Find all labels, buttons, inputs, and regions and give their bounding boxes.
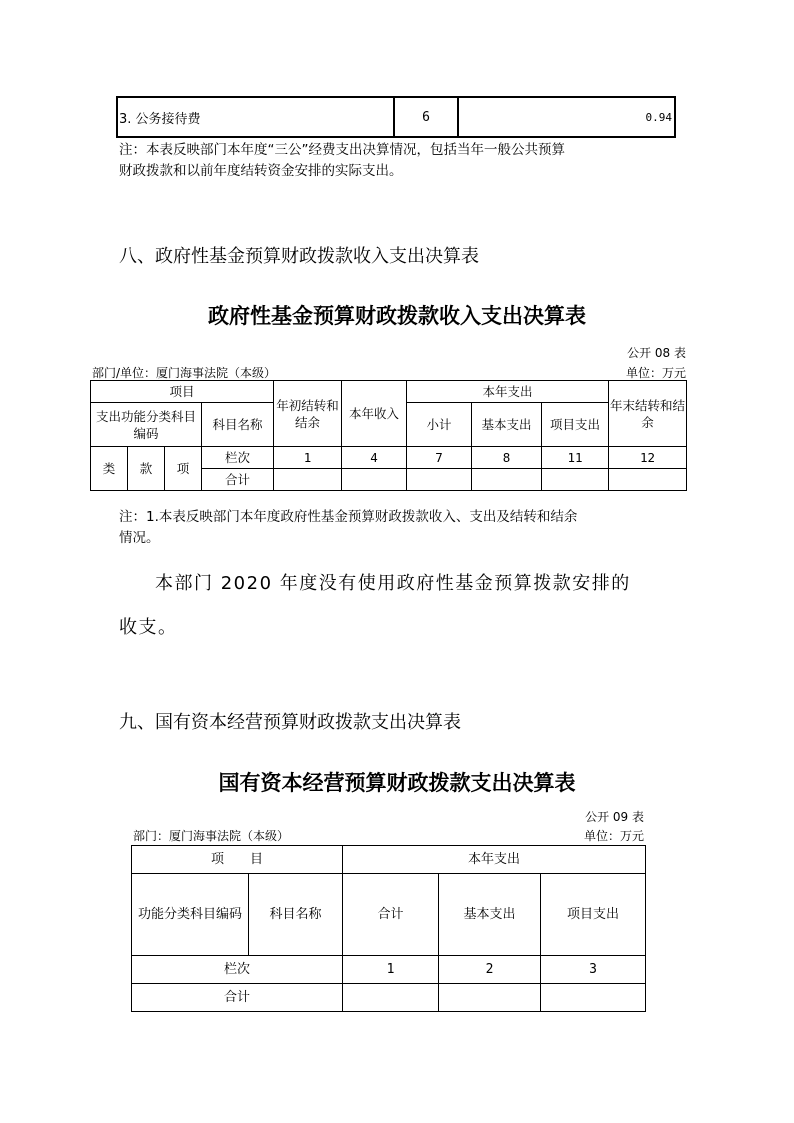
- table-number: 公开 08 表: [627, 346, 686, 360]
- header-cell: 项目: [91, 381, 274, 403]
- empty-cell: [609, 469, 687, 491]
- note-section8: [119, 507, 699, 549]
- empty-cell: [274, 469, 342, 491]
- statement-paragraph: [119, 562, 719, 650]
- row-label: 栏次: [132, 956, 343, 984]
- column-number: 4: [342, 447, 407, 469]
- table-number: 公开 09 表: [585, 810, 644, 824]
- column-number: 1: [343, 956, 439, 984]
- note-line: 情况。: [119, 530, 160, 546]
- header-cell: 项 目: [132, 846, 343, 874]
- value-cell: 6: [394, 97, 458, 137]
- table-title: 政府性基金预算财政拨款收入支出决算表: [208, 304, 586, 328]
- header-cell: 项目支出: [541, 874, 646, 956]
- column-number: 3: [541, 956, 646, 984]
- header-cell: 本年支出: [343, 846, 646, 874]
- header-cell: 科目名称: [202, 403, 274, 447]
- header-cell: 合计: [343, 874, 439, 956]
- header-cell: 年初结转和结余: [274, 381, 342, 447]
- header-cell: 基本支出: [472, 403, 542, 447]
- note-line: 注：1.本表反映部门本年度政府性基金预算财政拨款收入、支出及结转和结余: [119, 509, 578, 525]
- note-line: 注：本表反映部门本年度“三公”经费支出决算情况，包括当年一般公共预算: [119, 142, 565, 158]
- header-cell: 项: [165, 447, 202, 491]
- header-cell: 小计: [407, 403, 472, 447]
- header-cell: 基本支出: [439, 874, 541, 956]
- header-cell: 功能分类科目编码: [132, 874, 249, 956]
- statement-line: 收支。: [119, 617, 178, 638]
- section-heading: 八、政府性基金预算财政拨款收入支出决算表: [119, 246, 479, 267]
- column-number: 1: [274, 447, 342, 469]
- header-cell: 科目名称: [249, 874, 343, 956]
- empty-cell: [542, 469, 609, 491]
- column-number: 2: [439, 956, 541, 984]
- column-number: 7: [407, 447, 472, 469]
- unit-label: 单位：万元: [625, 366, 686, 380]
- empty-cell: [541, 984, 646, 1012]
- value-cell: 0.94: [458, 97, 675, 137]
- empty-cell: [407, 469, 472, 491]
- government-fund-table: [90, 380, 687, 491]
- statement-line: 本部门 2020 年度没有使用政府性基金预算拨款安排的: [155, 573, 631, 594]
- item-cell: 3. 公务接待费: [117, 97, 394, 137]
- header-cell: 款: [128, 447, 165, 491]
- table-row: [91, 381, 687, 403]
- table-title: 国有资本经营预算财政拨款支出决算表: [218, 771, 576, 795]
- column-number: 12: [609, 447, 687, 469]
- state-capital-table: [131, 845, 646, 1012]
- table-row: [132, 984, 646, 1012]
- header-cell: 类: [91, 447, 128, 491]
- table-row: [117, 97, 675, 137]
- column-number: 8: [472, 447, 542, 469]
- row-label: 合计: [132, 984, 343, 1012]
- table-row: [132, 874, 646, 956]
- note-top: [119, 140, 699, 182]
- row-label: 合计: [202, 469, 274, 491]
- department-label: 部门：厦门海事法院（本级）: [133, 829, 290, 843]
- empty-cell: [472, 469, 542, 491]
- empty-cell: [343, 984, 439, 1012]
- section-heading: 九、国有资本经营预算财政拨款支出决算表: [119, 712, 461, 733]
- column-number: 11: [542, 447, 609, 469]
- table-row: [91, 447, 687, 469]
- department-label: 部门/单位：厦门海事法院（本级）: [92, 366, 277, 380]
- empty-cell: [342, 469, 407, 491]
- header-cell: 本年支出: [407, 381, 609, 403]
- header-cell: 年末结转和结余: [609, 381, 687, 447]
- table-row: [132, 846, 646, 874]
- header-cell: 支出功能分类科目编码: [91, 403, 202, 447]
- expense-table-fragment: [116, 96, 676, 138]
- table-row: [132, 956, 646, 984]
- header-cell: 项目支出: [542, 403, 609, 447]
- row-label: 栏次: [202, 447, 274, 469]
- note-line: 财政拨款和以前年度结转资金安排的实际支出。: [119, 163, 403, 179]
- header-cell: 本年收入: [342, 381, 407, 447]
- empty-cell: [439, 984, 541, 1012]
- unit-label: 单位：万元: [583, 829, 644, 843]
